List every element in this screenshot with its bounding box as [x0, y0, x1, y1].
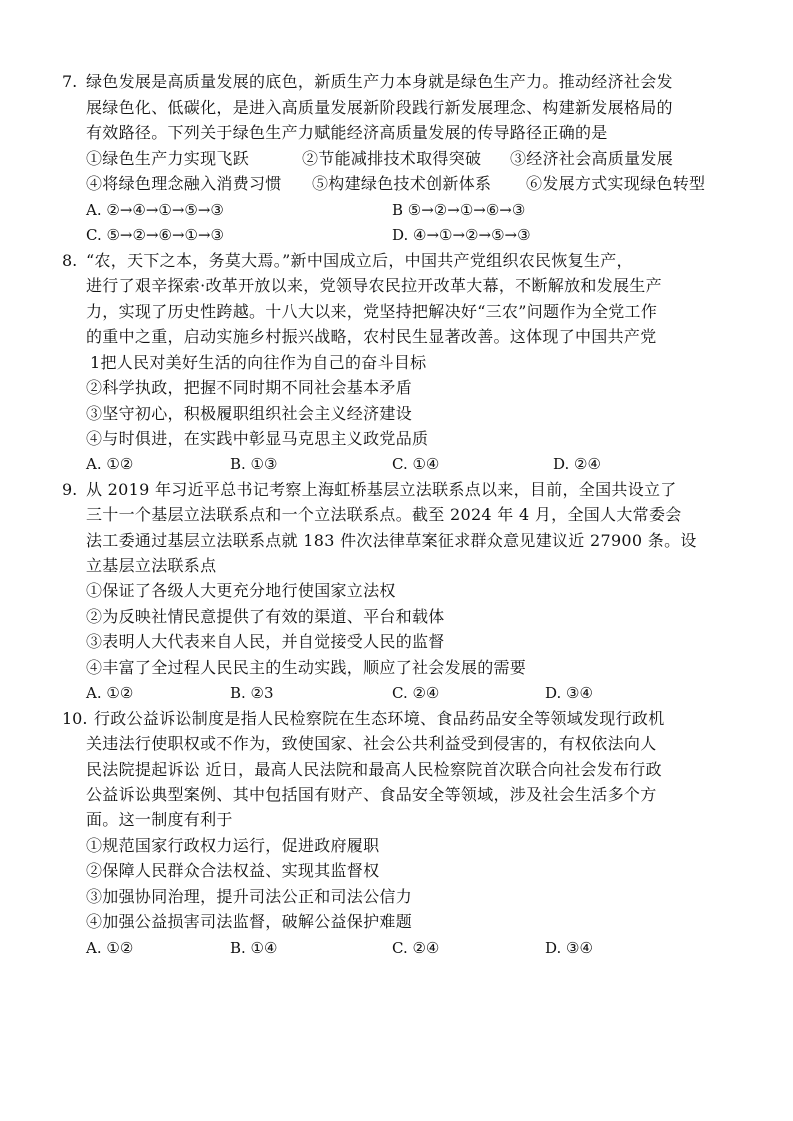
numbered-item: ②节能减排技术取得突破: [302, 149, 482, 168]
numbered-item: ④与时俱进，在实践中彰显马克思主义政党品质: [86, 429, 429, 448]
numbered-item: ③表明人大代表来自人民，并自觉接受人民的监督: [86, 632, 445, 651]
answer-option-b: B. ②3: [230, 684, 274, 702]
question-number: 8.: [62, 251, 78, 270]
numbered-item: ③经济社会高质量发展: [510, 149, 674, 168]
answer-option-d: D. ③④: [545, 684, 593, 702]
numbered-item: ④丰富了全过程人民民主的生动实践，顺应了社会发展的需要: [86, 658, 527, 677]
question-stem-line: 力，实现了历史性跨越。十八大以来，党坚持把解决好“三农”问题作为全党工作: [86, 302, 658, 321]
numbered-item: ②为反映社情民意提供了有效的渠道、平台和载体: [86, 607, 445, 626]
numbered-item: ⑤构建绿色技术创新体系: [312, 174, 492, 193]
answer-option-d: D. ③④: [545, 939, 593, 957]
question-stem-line: 进行了艰辛探索·改革开放以来，党领导农民拉开改革大幕，不断解放和发展生产: [86, 276, 662, 295]
question-number: 9.: [62, 480, 78, 499]
answer-option-a: A. ①②: [86, 684, 134, 702]
answer-option-c: C. ②④: [392, 939, 440, 957]
question-number: 10.: [62, 709, 88, 728]
question-stem-line: 民法院提起诉讼 近日，最高人民法院和最高人民检察院首次联合向社会发布行政: [86, 760, 662, 779]
numbered-item: ①规范国家行政权力运行，促进政府履职: [86, 836, 380, 855]
question-stem-line: 关违法行使职权或不作为，致使国家、社会公共利益受到侵害的，有权依法向人: [86, 734, 657, 753]
numbered-item: ①保证了各级人大更充分地行使国家立法权: [86, 581, 396, 600]
question-stem-line: 公益诉讼典型案例、其中包括国有财产、食品安全等领域，涉及社会生活多个方: [86, 785, 657, 804]
question-stem-line: 行政公益诉讼制度是指人民检察院在生态环境、食品药品安全等领域发现行政机: [94, 709, 665, 728]
answer-option-c: C. ①④: [392, 455, 440, 473]
question-stem-line: 有效路径。下列关于绿色生产力赋能经济高质量发展的传导路径正确的是: [86, 123, 608, 142]
question-stem-line: 展绿色化、低碳化，是进入高质量发展新阶段践行新发展理念、构建新发展格局的: [86, 98, 673, 117]
numbered-item: 1把人民对美好生活的向往作为自己的奋斗目标: [90, 353, 427, 372]
question-stem-line: 的重中之重，启动实施乡村振兴战略，农村民生显著改善。这体现了中国共产党: [86, 327, 657, 346]
numbered-item: ①绿色生产力实现飞跃: [86, 149, 250, 168]
numbered-item: ⑥发展方式实现绿色转型: [526, 174, 706, 193]
numbered-item: ②保障人民群众合法权益、实现其监督权: [86, 861, 380, 880]
answer-option-c: C. ⑤→②→⑥→①→③: [86, 226, 224, 244]
answer-option-a: A. ②→④→①→⑤→③: [86, 201, 224, 219]
question-stem-line: 面。这一制度有利于: [86, 810, 233, 829]
answer-option-a: A. ①②: [86, 939, 134, 957]
question-stem-line: 绿色发展是高质量发展的底色，新质生产力本身就是绿色生产力。推动经济社会发: [86, 72, 673, 91]
question-stem-line: 法工委通过基层立法联系点就 183 件次法律草案征求群众意见建议近 27900 条。设: [86, 531, 697, 550]
answer-option-b: B ⑤→②→①→⑥→③: [392, 201, 526, 219]
answer-option-b: B. ①④: [230, 939, 278, 957]
question-stem-line: 三十一个基层立法联系点和一个立法联系点。截至 2024 年 4 月，全国人大常委会: [86, 505, 682, 524]
question-number: 7.: [62, 72, 78, 91]
numbered-item: ②科学执政，把握不同时期不同社会基本矛盾: [86, 378, 413, 397]
numbered-item: ④加强公益损害司法监督，破解公益保护难题: [86, 912, 413, 931]
question-stem-line: 从 2019 年习近平总书记考察上海虹桥基层立法联系点以来，目前，全国共设立了: [86, 480, 677, 499]
answer-option-b: B. ①③: [230, 455, 278, 473]
answer-option-d: D. ②④: [553, 455, 601, 473]
numbered-item: ③加强协同治理，提升司法公正和司法公信力: [86, 887, 413, 906]
numbered-item: ③坚守初心，积极履职组织社会主义经济建设: [86, 404, 413, 423]
answer-option-a: A. ①②: [86, 455, 134, 473]
question-stem-line: “农，天下之本，务莫大焉。”新中国成立后，中国共产党组织农民恢复生产，: [86, 251, 633, 270]
answer-option-d: D. ④→①→②→⑤→③: [392, 226, 531, 244]
question-stem-line: 立基层立法联系点: [86, 556, 217, 575]
answer-option-c: C. ②④: [392, 684, 440, 702]
numbered-item: ④将绿色理念融入消费习惯: [86, 174, 282, 193]
